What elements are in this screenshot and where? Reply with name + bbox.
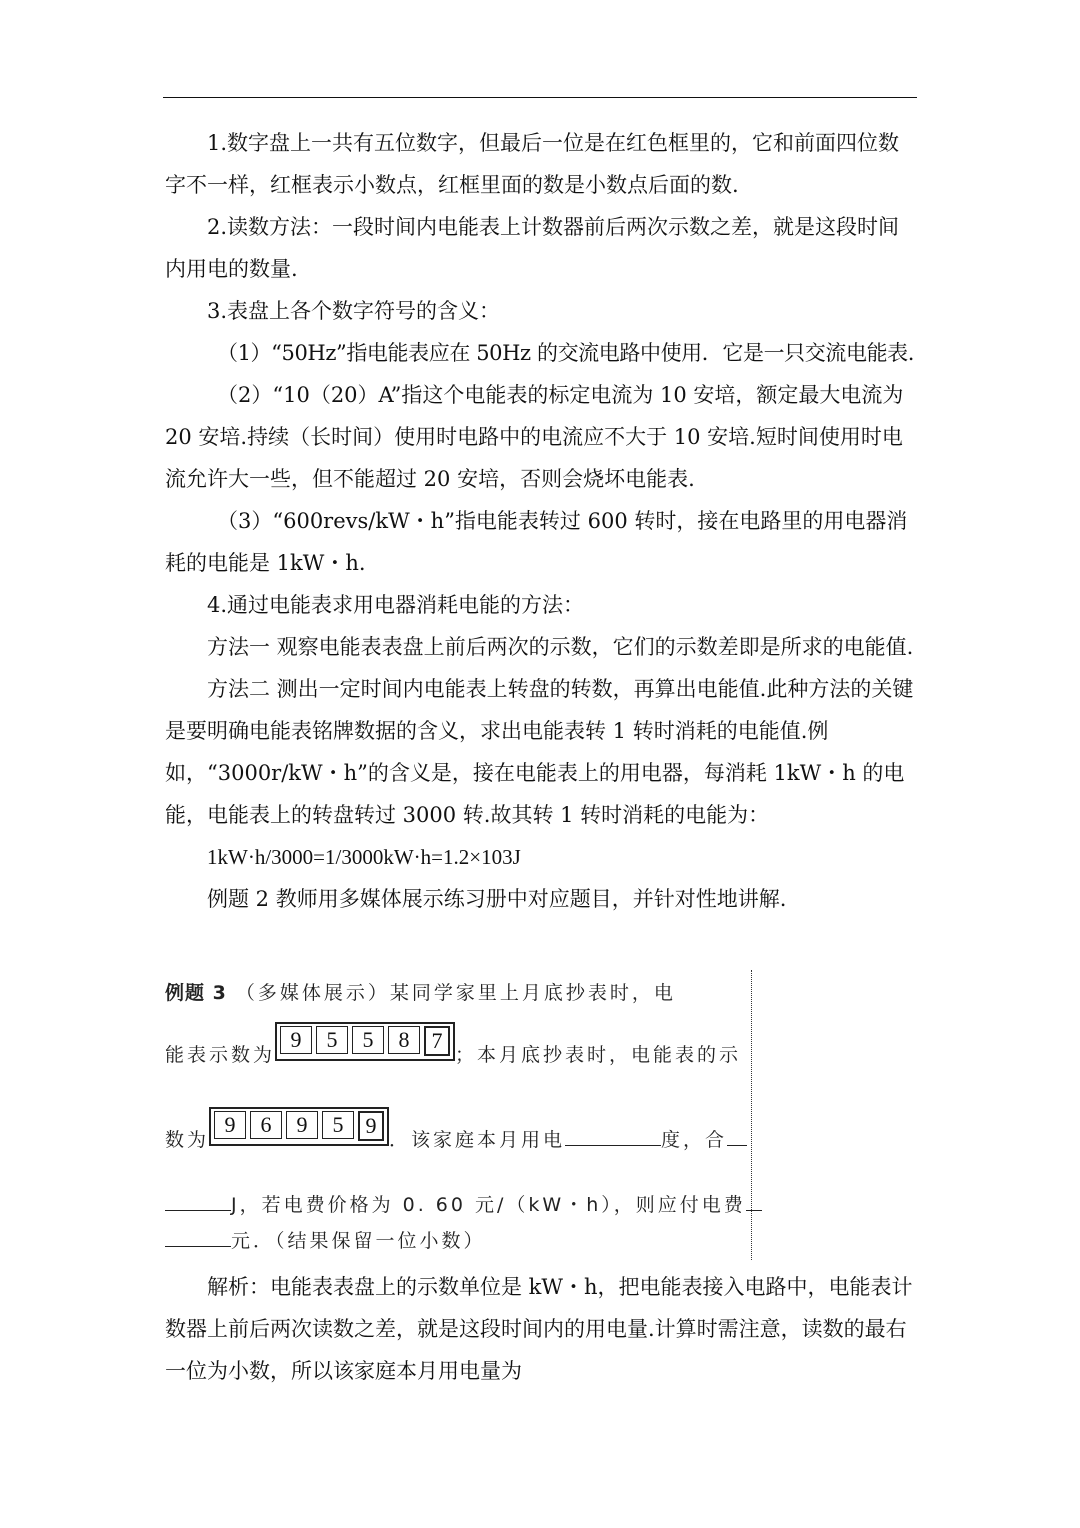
example-3-line-3 — [165, 1107, 747, 1152]
line-2-prefix: 能表示数为 — [165, 1044, 276, 1066]
example-3-line-1 — [165, 978, 676, 1005]
meter-digit: 9 — [214, 1111, 246, 1139]
analysis: 解析：电能表表盘上的示数单位是 kW・h，把电能表接入电路中，电能表计数器上前后两次读数之差，就是这段时间内的用电量.计算时需注意，读数的最右一位为小数，所以该家庭本月用电量为 — [165, 1275, 913, 1383]
paragraph-4: 4.通过电能表求用电器消耗电能的方法： — [207, 593, 585, 617]
meter-digit: 9 — [280, 1026, 312, 1054]
paragraph-1: 1.数字盘上一共有五位数字，但最后一位是在红色框里的，它和前面四位数字不一样，红框表示小数点，红框里面的数是小数点后面的数. — [165, 131, 900, 197]
answer-blank-joule-b[interactable] — [165, 1192, 231, 1211]
example-3-line-4 — [165, 1190, 762, 1217]
example-2: 例题 2 教师用多媒体展示练习册中对应题目，并针对性地讲解. — [207, 887, 787, 911]
answer-blank-kwh[interactable] — [565, 1127, 661, 1146]
line-3-middle: ．该家庭本月用电 — [389, 1129, 566, 1151]
meter-reading-previous — [275, 1022, 455, 1061]
meter-digit: 8 — [388, 1026, 420, 1054]
header-rule — [163, 97, 917, 98]
paragraph-3-1: （1）“50Hz”指电能表应在 50Hz 的交流电路中使用．它是一只交流电能表. — [217, 341, 915, 365]
meter-digit: 9 — [286, 1111, 318, 1139]
paragraph-3: 3.表盘上各个数字符号的含义： — [207, 299, 501, 323]
meter-decimal-digit: 9 — [358, 1111, 384, 1141]
meter-digit: 6 — [250, 1111, 282, 1139]
meter-digit: 5 — [316, 1026, 348, 1054]
document-body — [165, 122, 917, 920]
meter-digit: 5 — [352, 1026, 384, 1054]
meter-reading-current — [209, 1107, 389, 1146]
paragraph-3-2: （2）“10（20）A”指这个电能表的标定电流为 10 安培，额定最大电流为 20 安培.持续（长时间）使用时电路中的电流应不大于 10 安培.短时间使用时电流允许大一些，但不能超过 20 安培，否则会烧坏电能表. — [165, 383, 904, 491]
analysis-block — [165, 1266, 917, 1392]
method-2: 方法二 测出一定时间内电能表上转盘的转数，再算出电能值.此种方法的关键是要明确电能表铭牌数据的含义，求出电能表转 1 转时消耗的电能值.例如，“3000r/kW・h”的含义是，接在电能表上的用电器，每消耗 1kW・h 的电能，电能表上的转盘转过 3000 转.故其转 1 转时消耗的电能为： — [165, 677, 914, 827]
formula: 1kW·h/3000=1/3000kW·h=1.2×103J — [207, 845, 521, 869]
paragraph-3-3: （3）“600revs/kW・h”指电能表转过 600 转时，接在电路里的用电器消耗的电能是 1kW・h. — [165, 509, 908, 575]
answer-blank-fee-b[interactable] — [165, 1228, 231, 1247]
example-3-figure — [165, 970, 755, 1260]
paragraph-2: 2.读数方法：一段时间内电能表上计数器前后两次示数之差，就是这段时间内用电的数量. — [165, 215, 900, 281]
line-4-text: J，若电费价格为 0. 60 元/（kW・h），则应付电费 — [231, 1194, 746, 1216]
method-1: 方法一 观察电能表表盘上前后两次的示数，它们的示数差即是所求的电能值. — [207, 635, 914, 659]
answer-blank-fee-a[interactable] — [746, 1192, 762, 1211]
line-5-text: 元．（结果保留一位小数） — [231, 1230, 486, 1252]
example-3-line-2 — [165, 1022, 741, 1067]
line-2-suffix: ；本月底抄表时，电能表的示 — [455, 1044, 742, 1066]
example-3-line-5 — [165, 1226, 486, 1253]
meter-digit: 5 — [322, 1111, 354, 1139]
answer-blank-joule-a[interactable] — [727, 1127, 747, 1146]
example-3-intro: （多媒体展示）某同学家里上月底抄表时，电 — [235, 982, 676, 1004]
line-3-prefix: 数为 — [165, 1129, 210, 1151]
line-3-unit: 度，合 — [661, 1129, 728, 1151]
example-3-title: 例题 3 — [165, 982, 227, 1004]
meter-decimal-digit: 7 — [424, 1026, 450, 1056]
